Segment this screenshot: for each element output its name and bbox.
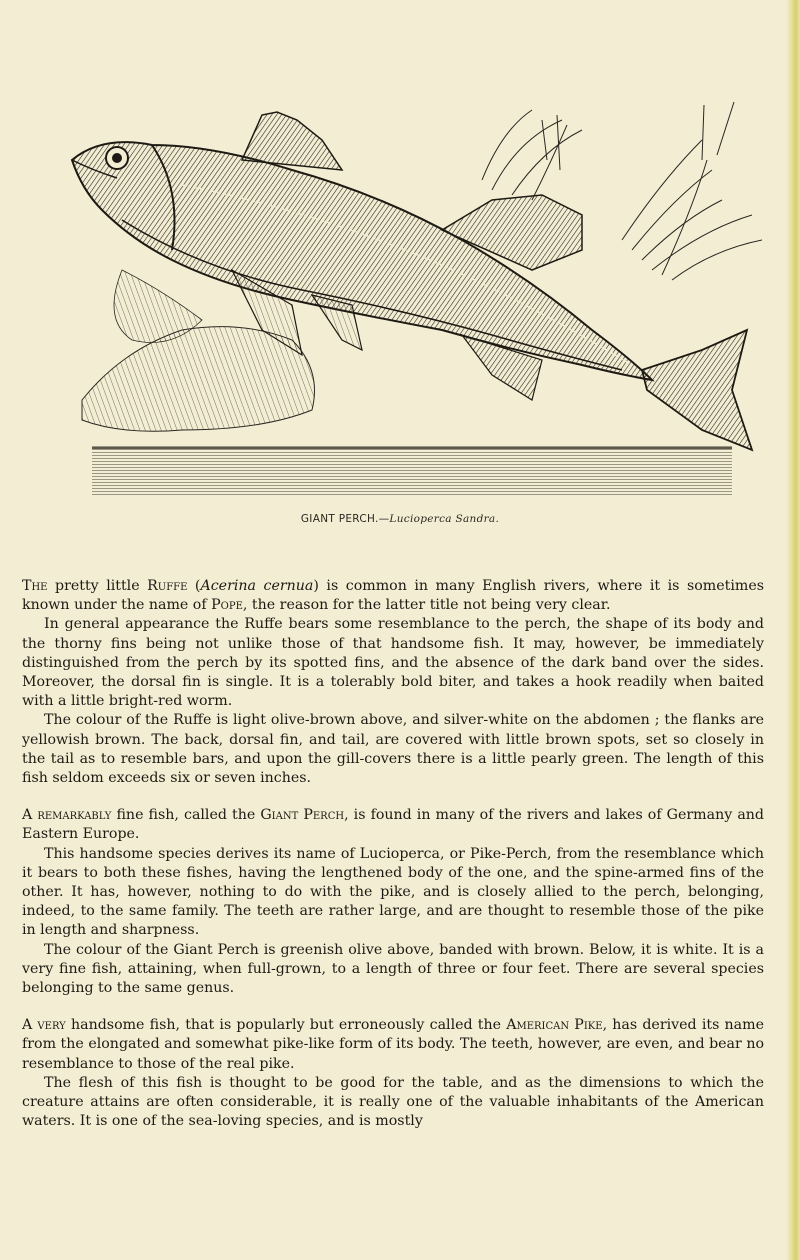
american-pike-lead: A very — [22, 1017, 66, 1034]
giant-perch-illustration — [62, 100, 762, 510]
giant-perch-text-2: , is found in many of the rivers and lakes of Germany and Eastern Europe. — [22, 807, 764, 843]
page-edge — [786, 0, 800, 1260]
american-pike-text-1: handsome fish, that is popularly but erroneously called the — [65, 1017, 507, 1034]
ruffe-scientific-name: Acerina cernua — [200, 578, 314, 594]
giant-perch-engraving — [62, 100, 762, 510]
giant-perch-text-1: fine fish, called the — [111, 807, 261, 824]
caption-label: GIANT PERCH.— — [300, 513, 390, 525]
american-pike-paragraph-1 — [22, 1016, 764, 1074]
caption-scientific-name: Lucioperca Sandra. — [389, 513, 500, 525]
ruffe-lead: The — [22, 578, 48, 594]
giant-perch-name: Giant Perch — [260, 807, 345, 824]
american-pike-paragraph-2: The flesh of this fish is thought to be good for the table, and as the dimensions to which the creature attains are often considerable, it is really one of the valuable inhabitants of the American waters. It is one of the sea-loving species, and is mostly — [22, 1074, 764, 1130]
giant-perch-lead: A remarkably — [22, 807, 112, 824]
american-pike-text-2: , has derived its name from the elongated and somewhat pike-like form of its body. The teeth, however, are even, and bear no resemblance to those of the real pike. — [22, 1017, 764, 1072]
ruffe-text-2: ( — [187, 578, 201, 594]
ruffe-alt-name: Pope — [211, 597, 243, 614]
american-pike-name: American Pike — [506, 1017, 603, 1034]
giant-perch-paragraph-1 — [22, 806, 764, 844]
ruffe-text-4: , the reason for the latter title not being very clear. — [242, 597, 611, 614]
ruffe-text-1: pretty little — [47, 578, 148, 594]
ruffe-name: Ruffe — [147, 578, 188, 594]
figure-caption — [0, 513, 800, 525]
giant-perch-paragraph-3: The colour of the Giant Perch is greenish olive above, banded with brown. Below, it is white. It is a very fine fish, attaining, when full-grown, to a length of three or four feet. There are several species belonging to the same genus. — [22, 941, 764, 997]
ruffe-paragraph-1 — [22, 577, 764, 615]
ruffe-text-3: ) is common in many English rivers, where it is sometimes known under the name of — [22, 578, 765, 614]
ruffe-paragraph-3: The colour of the Ruffe is light olive-brown above, and silver-white on the abdomen ; the flanks are yellowish brown. The back, dorsal fin, and tail, are covered with little brown spots, set so closely in the tail as to resemble bars, and upon the gill-covers there is a little pearly green. The length of this fish seldom exceeds six or seven inches. — [22, 712, 764, 787]
article-body — [22, 577, 764, 1131]
giant-perch-paragraph-2: This handsome species derives its name of Lucioperca, or Pike-Perch, from the resemblance which it bears to both these fishes, having the lengthened body of the one, and the spine-armed fins of the other. It has, however, nothing to do with the pike, and is closely allied to the perch, belonging, indeed, to the same family. The teeth are rather large, and are thought to resemble those of the pike in length and sharpness. — [22, 845, 764, 939]
ruffe-paragraph-2: In general appearance the Ruffe bears some resemblance to the perch, the shape of its body and the thorny fins being not unlike those of that handsome fish. It may, however, be immediately distinguished from the perch by its spotted fins, and the absence of the dark band over the sides. Moreover, the dorsal fin is single. It is a tolerably bold biter, and takes a hook readily when baited with a little bright-red worm. — [22, 616, 764, 710]
